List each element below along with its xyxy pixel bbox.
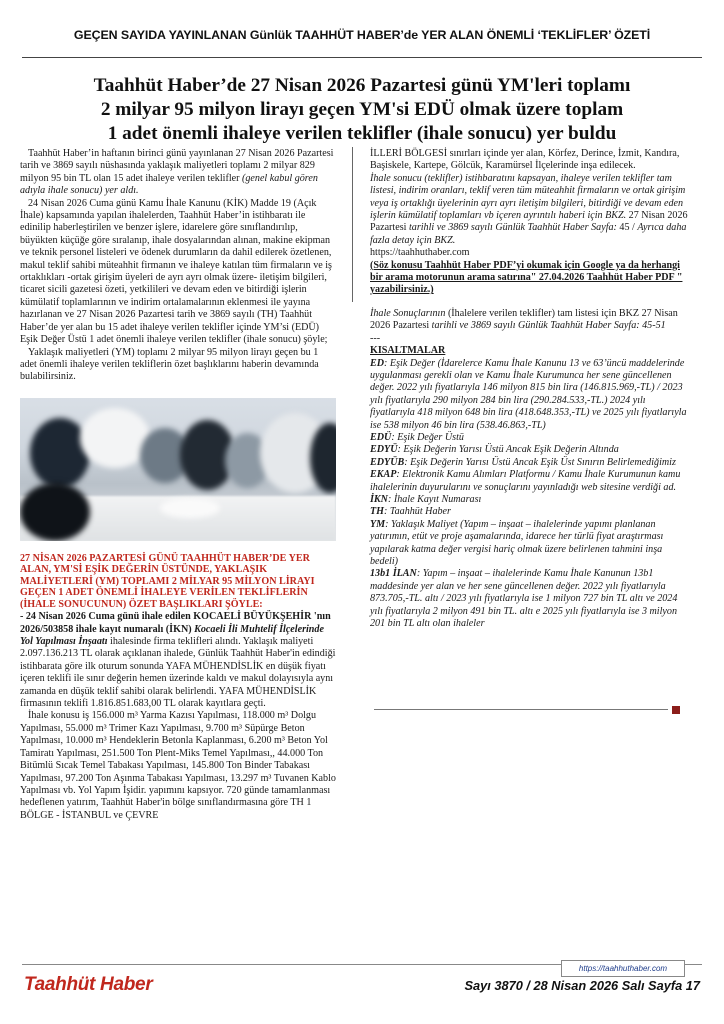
tender-item: - 24 Nisan 2026 Cuma günü ihale edilen KOCAELİ BÜYÜKŞEHİR 'nın 2026/503858 ihale kayıt numaralı (İKN) Kocaeli İli Muhtelif İlçelerinde Yol Yapılması İnşaatı ihalesinde firma teklifleri alındı. Yaklaşık maliyeti 2.097.136.213 TL olarak açıklanan ihalede, Günlük Taahhüt Haber'in edindiği istihbarata göre ilk oturum sonunda YAFA MÜHENDİSLİK en düşük fiyatı içeren teklifi ile sınır değerin hemen üzerinde kaldı ve makul dolayısıyla aynı zamanda en düşük teklif sahibi olarak belirlendi. YAFA MÜHENDİSLİK firmasının teklifi 1.816.851.683,00 TL olarak kayıtlara geçti. [20, 611, 336, 710]
section-end-rule [374, 709, 668, 710]
abbr-item: EDYÜ: Eşik Değerin Yarısı Üstü Ancak Eşik Değerin Altında [370, 444, 619, 456]
site-link[interactable]: https://taahhuthaber.com [370, 247, 470, 259]
separator-dashes: --- [370, 332, 381, 344]
meeting-photo [20, 398, 336, 541]
tender-scope: İhale konusu iş 156.000 m³ Yarma Kazısı Yapılması, 118.000 m³ Dolgu Yapılması, 55.000 m³ Trimer Kazı Yapılması, 9.700 m³ Süpürge Beton Yapılması, 10.000 m³ Hendeklerin Betonla Kaplanması, 6.200 m³ Beton Yol Tamiratı Yapılması, 251.500 Ton Plent-Miks Temel Yapılması,, 44.000 Ton Bitümlü Sıcak Temel Tabakası Yapılması, 145.800 Ton Binder Tabakası Yapılması, 97.200 Ton Aşınma Tabakası Yapılması, 13.297 m³ Tuvanen Kablo Yapılması vb. Yol Yapım İşidir. yapımını kapsıyor. 720 günde tamamlanması hedeflenen yatırım, Taahhüt Haber'in bölge sınıflandırmasına göre TH 1 BÖLGE - İSTANBUL ve ÇEVRE [20, 710, 336, 821]
abbr-item: İKN: İhale Kayıt Numarası [370, 493, 482, 505]
left-column [20, 148, 336, 822]
intro-paragraph-1: Taahhüt Haber’in haftanın birinci günü yayınlanan 27 Nisan 2026 Pazartesi tarih ve 3869 sayılı nüshasında yaklaşık maliyetleri toplamı 2 milyar 829 milyon 95 bin TL olan 15 adet ihaleye verilen teklifler (genel kabul gören adıyla ihale sonucu) yer aldı. [20, 148, 334, 197]
abbreviations-list [370, 358, 690, 631]
abbr-item: TH: Taahhüt Haber [370, 506, 451, 518]
end-marker-icon [672, 706, 680, 714]
abbr-item: EDÜ: Eşik Değer Üstü [370, 431, 464, 443]
headline-line-3: 1 adet önemli ihaleye verilen teklifler (ihale sonucu) yer buldu [107, 123, 617, 144]
headline [60, 74, 664, 146]
abbreviations-title: KISALTMALAR [370, 345, 446, 357]
abbr-item: EKAP: Elektronik Kamu Alımları Platformu / Kamu İhale Kurumunun kamu ihalelerinin duyurularını ve sonuçlarını yayınladığı web sitesine verdiği ad. [370, 469, 681, 493]
intro-paragraph-2: 24 Nisan 2026 Cuma günü Kamu İhale Kanunu (KİK) Madde 19 (Açık İhale) kapsamında yapılan ihalelerden, Taahhüt Haber’in istihbaratı ile edinilip haberleştirilen ve benzer işlere, idarelere göre sınıflandırılıp, büyükten küçüğe göre sıralanıp, ihale dosyalarından alınan, makine ekipman ve teknik personel listeleri ve ödenek durumların da dahil edilerek özetlenen, makul teklif sahibi müteahhit firmanın ve ihaleye katılan tüm firmaların ve iş ortaklıkları -ortak girişim üyeleri de ayrı ayrı olmak üzere- iletişim bilgileri, ticaret sicili gazetesi özeti, yetkilileri ve devam eden ve bitirdiği işlerin kümülatif toplamlarının ve indirim ortalamalarının eklenmesi ile yayına hazırlanan ve 27 Nisan 2026 Pazartesi tarih ve 3869 sayılı (TH) Taahhüt Haber’de yer alan bu 15 adet ihaleye verilen teklifler içinde YM’si (EDÜ) Eşik Değer Üstü 1 adet önemli ihaleye verilen teklifler (ihale sonucu) şöyle; [20, 197, 332, 346]
summary-heading: 27 NİSAN 2026 PAZARTESİ GÜNÜ TAAHHÜT HABER’DE YER ALAN, YM'Sİ EŞİK DEĞERİN ÜSTÜNDE, YAKLAŞIK MALİYETLERİ (YM) TOPLAMI 2 MİLYAR 95 MİLYON LİRAYI GEÇEN 1 ADET ÖNEMLİ İHALEYE VERİLEN TEKLİFLERİN (İHALE SONUCUNUN) ÖZET BAŞLIKLARI ŞÖYLE: [20, 552, 315, 610]
abbr-item: EDYÜB: Eşik Değerin Yarısı Üstü Ancak Eşik Üst Sınırın Belirlemediğimiz [370, 456, 676, 468]
intro-paragraph-3: Yaklaşık maliyetleri (YM) toplamı 2 milyar 95 milyon lirayı geçen bu 1 adet önemli ihaleye verilen tekliflerin özet başlıklarını haberin devamında bulabilirsiniz. [20, 346, 319, 383]
column-divider [352, 147, 353, 302]
pdf-note: (Söz konusu Taahhüt Haber PDF’yi okumak için Google ya da herhangi bir arama motorunun arama satırına" 27.04.2026 Taahhüt Haber PDF " yazabilirsiniz.) [370, 259, 683, 296]
page-header-title: GEÇEN SAYIDA YAYINLANAN Günlük TAAHHÜT HABER’de YER ALAN ÖNEMLİ ‘TEKLİFLER’ ÖZETİ [73, 28, 651, 42]
abbr-item: YM: Yaklaşık Maliyet (Yapım – inşaat – ihalelerinde yapımı planlanan yatırımın, etüt ve proje aşamalarında, idarece her türlü fiyat araştırması yapılarak katma değer vergisi hariç olmak üzere belirlenen tahmini inşa bedeli) [370, 518, 664, 567]
results-reference: İhale Sonuçlarının (İhalelere verilen teklifler) tam listesi için BKZ 27 Nisan 2026 Pazartesi tarihli ve 3869 sayılı Günlük Taahhüt Haber Sayfa: 45-51 [370, 307, 678, 332]
right-column [370, 148, 690, 630]
issue-info: Sayı 3870 / 28 Nisan 2026 Salı Sayfa 17 [464, 978, 700, 993]
footer-url[interactable]: https://taahhuthaber.com [561, 960, 685, 977]
abbr-item: ED: Eşik Değer (İdarelerce Kamu İhale Kanunu 13 ve 63’üncü maddelerinde uygulanması gerekli olan ve Kamu İhale Kurumunca her sene güncellenen değer. 2022 yılı fiyatlarıyla 146 milyon 815 bin lira (146.815.969,-TL) / 2023 yılı fiyatlarıyla 290 milyon 284 bin lira (290.284.533,-TL.) 2024 yılı fiyatlarıyla 418 milyon 648 bin lira (418.648.353,-TL) ve 2025 yılı fiyatlarıyla ise 538 milyon 46 bin lira (538.46.863,-TL) [370, 357, 687, 431]
location-continued: İLLERİ BÖLGESİ sınırları içinde yer alan, Körfez, Derince, İzmit, Kandıra, Başiskele, Kartepe, Gölcük, Karamürsel İlçelerinde inşa edilecek. [370, 148, 680, 172]
footer-brand-logo: Taahhüt Haber [24, 974, 153, 995]
headline-line-2: 2 milyar 95 milyon lirayı geçen YM'si EDÜ olmak üzere toplam [100, 99, 624, 120]
abbr-item: 13b1 İLAN: Yapım – inşaat – ihalelerinde Kamu İhale Kanunun 13b1 maddesinde yer alan ve her sene güncellenen değer. 2022 yılı fiyatlarıyla 873.705,-TL. altı / 2023 yılı fiyatlarıyla ise 1 milyon 727 bin TL altı ve 2024 yılı fiyatlarıyla 2 milyon 491 bin TL. altı e 2025 yılı fiyatlarıyla ise 3 milyon 201 bin TL altı olan ihaleler [370, 568, 678, 630]
headline-line-1: Taahhüt Haber’de 27 Nisan 2026 Pazartesi günü YM'leri toplamı [93, 75, 631, 96]
detail-info: İhale sonucu (teklifler) istihbaratını kapsayan, ihaleye verilen teklifler tam listesi, indirim oranları, teklif veren tüm müteahhit firmaların ve ortak girişim veya iş ortaklığı üyelerinin ayrı ayrı iletişim bilgileri, bitirdiği ve devam eden işlerin kümülatif toplamları vb içeren ayrıntılı haberi için BKZ. 27 Nisan 2026 Pazartesi tarihli ve 3869 sayılı Günlük Taahhüt Haber Sayfa: 45 / Ayrıca daha fazla detay için BKZ. [370, 172, 688, 246]
header-divider [22, 57, 702, 58]
